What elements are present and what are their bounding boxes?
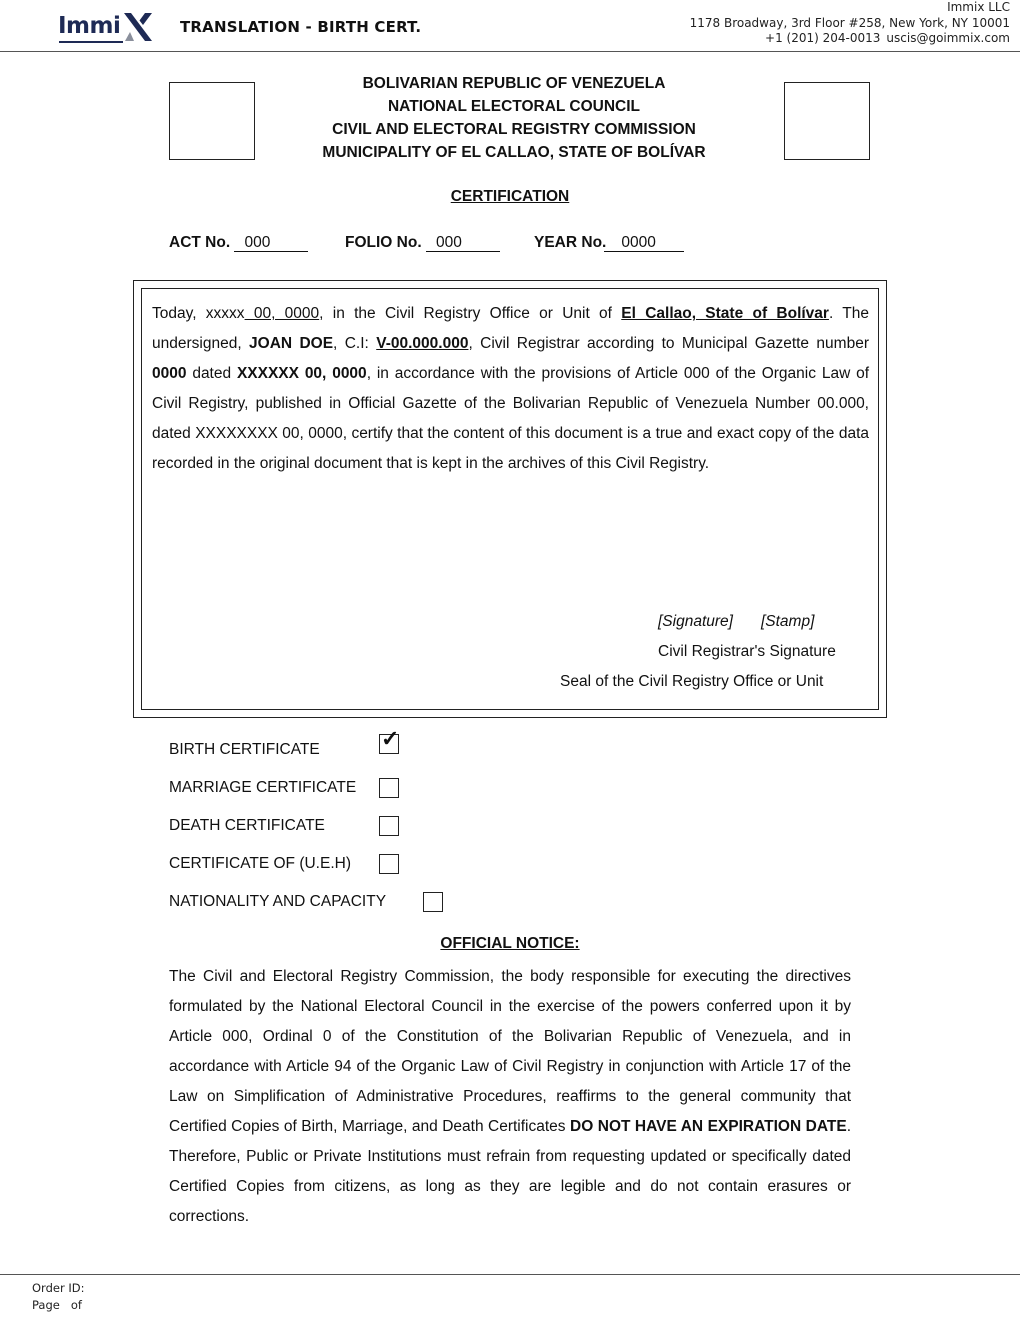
certificate-type-death	[169, 817, 325, 835]
company-phone: +1 (201) 204-0013	[765, 31, 881, 45]
nationality-certificate-checkbox[interactable]	[423, 892, 443, 912]
document-title: TRANSLATION - BIRTH CERT.	[180, 18, 422, 36]
act-number	[169, 234, 308, 252]
certification-body: Today, xxxxx 00, 0000, in the Civil Registry Office or Unit of El Callao, State of Bolívar. The undersigned, JOAN DOE, C.I: V-00.000.000, Civil Registrar according to Municipal Gazette number 0000 dated XXXXXX 00, 0000, in accordance with the provisions of Article 000 of the Organic Law of Civil Registry, published in Official Gazette of the Bolivarian Republic of Venezuela Number 00.000, dated XXXXXXXX 00, 0000, certify that the content of this document is a true and exact copy of the data recorded in the original document that is kept in the archives of this Civil Registry.	[152, 305, 870, 472]
marriage-certificate-checkbox[interactable]	[379, 778, 399, 798]
of-label: of	[70, 1298, 82, 1312]
year-value: 0000	[604, 234, 684, 252]
company-name: Immix LLC	[947, 0, 1010, 14]
page-footer	[0, 1274, 1020, 1312]
certification-heading: CERTIFICATION	[450, 188, 570, 205]
left-emblem-box	[169, 82, 255, 160]
right-emblem-box	[784, 82, 870, 160]
stamp-placeholder: [Stamp]	[760, 613, 815, 630]
signature-placeholders	[658, 613, 814, 631]
year-label: YEAR No.	[534, 234, 607, 251]
certificate-type-label: MARRIAGE CERTIFICATE	[169, 779, 357, 796]
certificate-type-label: CERTIFICATE OF (U.E.H)	[169, 855, 351, 872]
official-notice-heading: OFFICIAL NOTICE:	[440, 935, 580, 952]
order-id-label: Order ID:	[32, 1281, 85, 1295]
year-number	[534, 234, 684, 252]
certificate-type-ueh	[169, 855, 351, 873]
immix-logo	[58, 11, 156, 45]
certificate-type-marriage	[169, 779, 356, 797]
folio-number	[345, 234, 500, 252]
authority-line: BOLIVARIAN REPUBLIC OF VENEZUELA	[362, 75, 666, 92]
registrar-name: JOAN DOE	[249, 335, 334, 352]
registrar-id: V-00.000.000	[376, 335, 469, 352]
certificate-type-birth	[169, 741, 320, 759]
registry-office: El Callao, State of Bolívar	[621, 305, 829, 322]
death-certificate-checkbox[interactable]	[379, 816, 399, 836]
certificate-type-nationality	[169, 893, 386, 911]
authority-line: CIVIL AND ELECTORAL REGISTRY COMMISSION	[332, 121, 696, 138]
birth-certificate-checkbox[interactable]	[379, 726, 400, 754]
page-number	[32, 1297, 84, 1314]
authority-line: NATIONAL ELECTORAL COUNCIL	[387, 98, 641, 115]
logo-wordmark: Immi	[58, 13, 121, 39]
certificate-type-label: NATIONALITY AND CAPACITY	[169, 893, 387, 910]
company-email: uscis@goimmix.com	[886, 31, 1010, 45]
page-label: Page	[32, 1298, 60, 1312]
issuing-authority	[290, 72, 738, 164]
notice-emphasis: DO NOT HAVE AN EXPIRATION DATE	[570, 1118, 847, 1135]
act-label: ACT No.	[169, 234, 231, 251]
page-header	[0, 0, 1020, 52]
company-contact	[690, 0, 1010, 47]
folio-value: 000	[426, 234, 500, 252]
certificate-type-label: DEATH CERTIFICATE	[169, 817, 325, 834]
official-notice-text: The Civil and Electoral Registry Commission, the body responsible for executing the directives formulated by the National Electoral Council in the exercise of the powers conferred upon it by Article 000, Ordinal 0 of the Constitution of the Bolivarian Republic of Venezuela, and in accordance with Article 94 of the Organic Law of Civil Registry in conjunction with Article 17 of the Law on Simplification of Administrative Procedures, reaffirms to the general community that Certified Copies of Birth, Marriage, and Death Certificates DO NOT HAVE AN EXPIRATION DATE. Therefore, Public or Private Institutions must refrain from requesting updated or specifically dated Certified Copies from citizens, as long as they are legible and do not contain erasures or corrections.	[169, 968, 852, 1225]
registrar-signature-label: Civil Registrar's Signature	[658, 643, 836, 660]
registry-seal-label: Seal of the Civil Registry Office or Unit	[560, 673, 824, 690]
certificate-type-label: BIRTH CERTIFICATE	[169, 741, 320, 758]
signature-placeholder: [Signature]	[658, 613, 733, 630]
checkmark-icon: ✓	[381, 726, 400, 751]
logo-x-mark-icon	[122, 12, 154, 42]
certification-inner-frame	[141, 288, 879, 710]
certification-date: 00, 0000	[244, 305, 320, 322]
ueh-certificate-checkbox[interactable]	[379, 854, 399, 874]
logo-underline	[59, 41, 123, 43]
footer-info	[32, 1280, 84, 1314]
company-address: 1178 Broadway, 3rd Floor #258, New York, NY 10001	[689, 15, 1010, 30]
folio-label: FOLIO No.	[345, 234, 422, 251]
authority-line: MUNICIPALITY OF EL CALLAO, STATE OF BOLÍVAR	[322, 144, 706, 161]
certification-frame	[133, 280, 887, 718]
act-value: 000	[234, 234, 308, 252]
gazette-number: 0000	[152, 365, 187, 382]
gazette-date: XXXXXX 00, 0000	[236, 365, 367, 382]
